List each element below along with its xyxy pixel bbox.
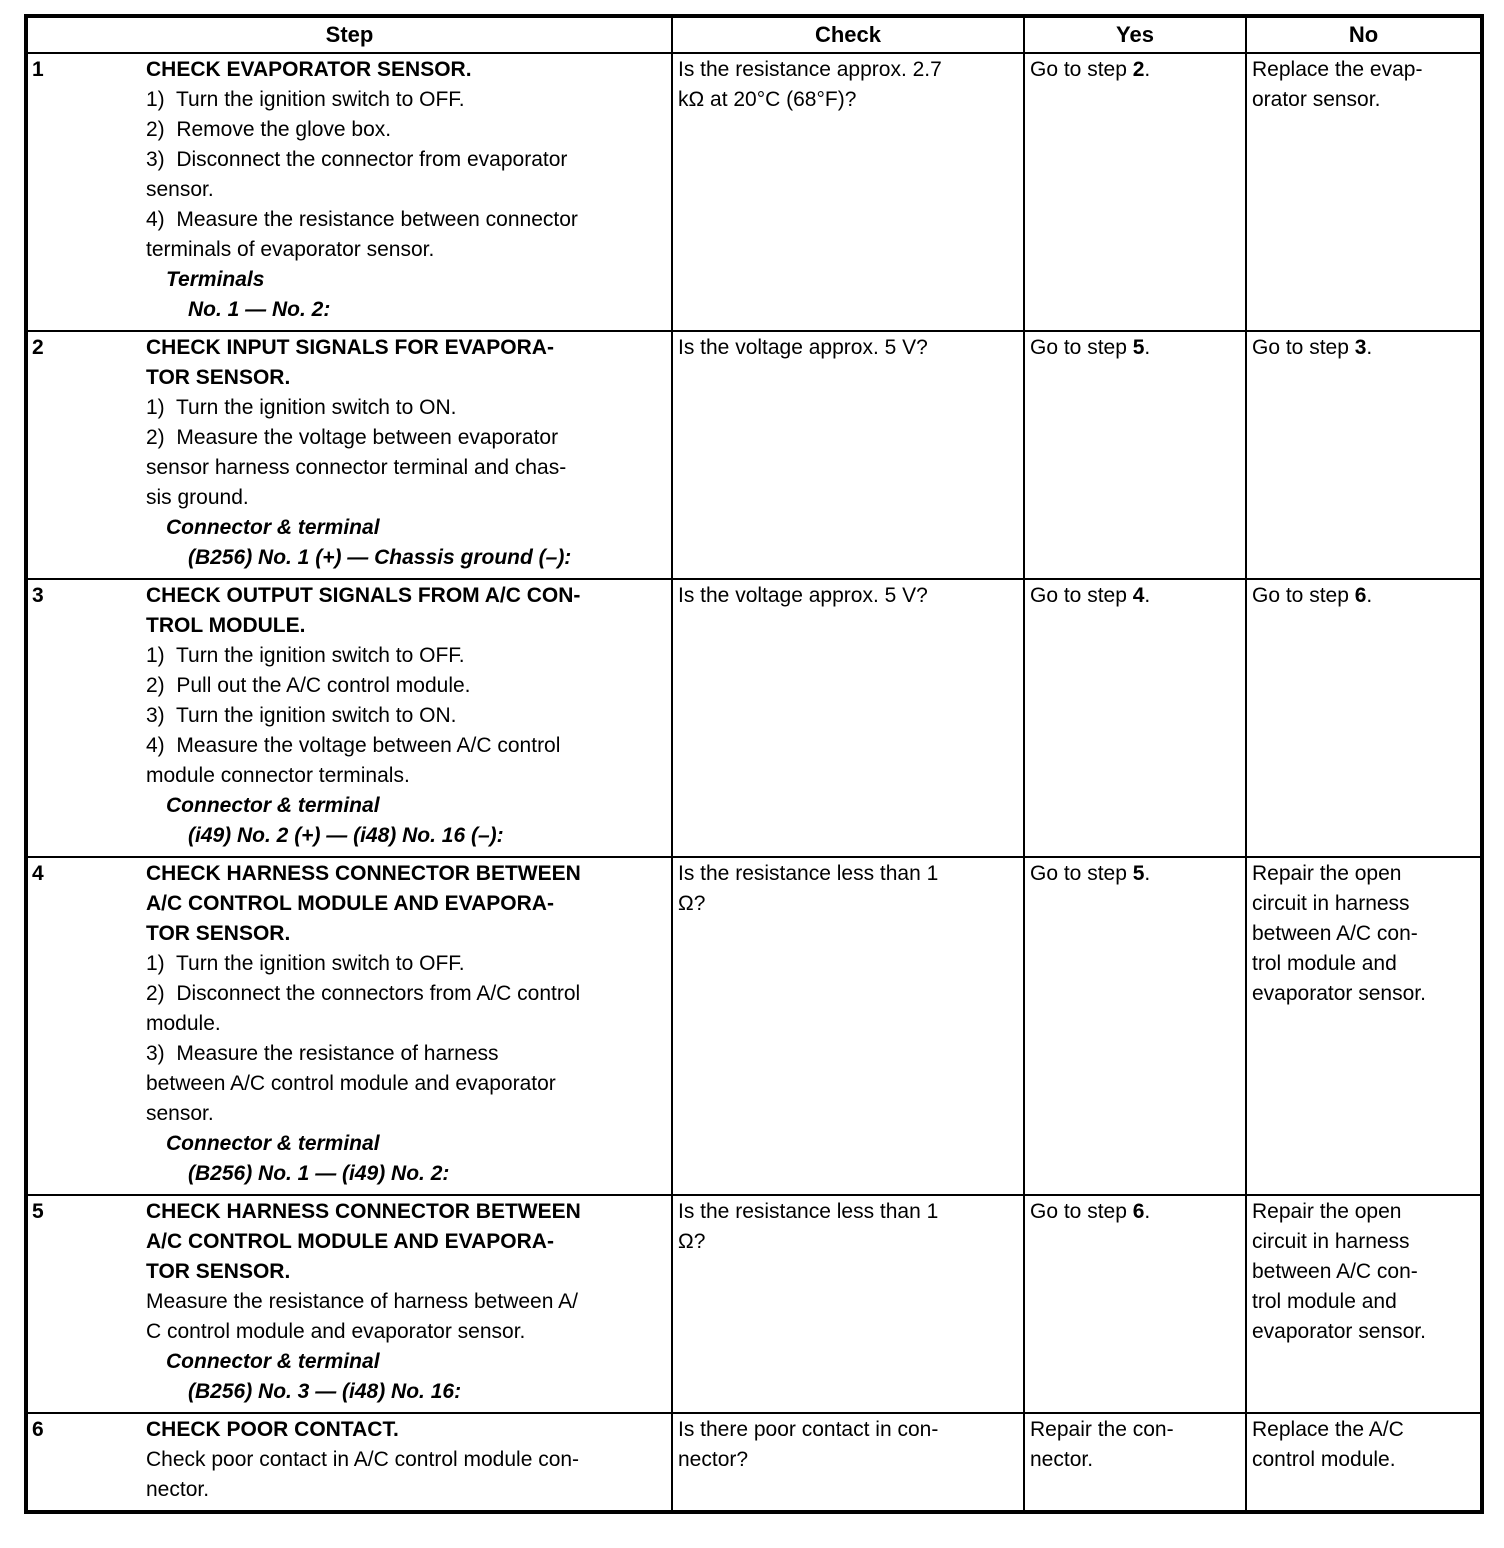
cell-line: Is the resistance less than 1 <box>678 1200 939 1223</box>
service-manual-page <box>24 14 1484 1514</box>
cell-line: trol module and <box>1252 952 1397 975</box>
step-line: nector. <box>146 1478 210 1501</box>
step-content <box>146 858 671 1194</box>
step-line: 3) Disconnect the connector from evaporator <box>146 148 568 171</box>
cell-line <box>1030 581 1240 611</box>
no-cell <box>1246 1195 1482 1413</box>
cell-line: Is the voltage approx. 5 V? <box>678 336 928 359</box>
step-ref-bold: 3 <box>1354 336 1367 359</box>
terminal-spec-line: Connector & terminal <box>166 794 380 817</box>
table-row <box>26 1413 1482 1512</box>
step-number: 4 <box>32 862 44 885</box>
cell-line <box>1030 333 1240 363</box>
table-row <box>26 579 1482 857</box>
step-content <box>146 1414 671 1510</box>
step-line: 1) Turn the ignition switch to ON. <box>146 396 457 419</box>
text-segment: Go to step <box>1030 58 1133 81</box>
header-yes: Yes <box>1024 16 1246 53</box>
terminal-spec-line: Connector & terminal <box>166 1132 380 1155</box>
step-line: 1) Turn the ignition switch to OFF. <box>146 644 465 667</box>
cell-line: evaporator sensor. <box>1252 1320 1426 1343</box>
text-segment: . <box>1144 58 1151 81</box>
yes-cell <box>1024 53 1246 331</box>
step-wrap <box>28 1414 671 1510</box>
text-segment: . <box>1366 336 1373 359</box>
cell-line: between A/C con- <box>1252 1260 1418 1283</box>
step-title-line: TOR SENSOR. <box>146 366 291 389</box>
cell-line: Replace the A/C <box>1252 1418 1404 1441</box>
step-content <box>146 1196 671 1412</box>
step-title-line: TOR SENSOR. <box>146 1260 291 1283</box>
table-row <box>26 1195 1482 1413</box>
text-segment: Go to step <box>1030 862 1133 885</box>
yes-cell <box>1024 579 1246 857</box>
cell-line: Is the voltage approx. 5 V? <box>678 584 928 607</box>
header-row <box>26 16 1482 53</box>
cell-line: Repair the open <box>1252 862 1402 885</box>
check-cell <box>672 1413 1024 1512</box>
terminal-spec-line: Terminals <box>166 268 265 291</box>
step-wrap <box>28 1196 671 1412</box>
cell-line: Replace the evap- <box>1252 58 1423 81</box>
cell-line: control module. <box>1252 1448 1396 1471</box>
text-segment: . <box>1366 584 1373 607</box>
cell-line: nector. <box>1030 1448 1094 1471</box>
check-cell <box>672 53 1024 331</box>
step-line: 1) Turn the ignition switch to OFF. <box>146 952 465 975</box>
cell-line: between A/C con- <box>1252 922 1418 945</box>
cell-line: Is there poor contact in con- <box>678 1418 939 1441</box>
cell-line: Repair the open <box>1252 1200 1402 1223</box>
step-title-line: CHECK INPUT SIGNALS FOR EVAPORA- <box>146 336 554 359</box>
no-cell <box>1246 579 1482 857</box>
text-segment: . <box>1144 336 1151 359</box>
step-number: 2 <box>32 336 44 359</box>
step-ref-bold: 5 <box>1132 336 1145 359</box>
cell-line: Is the resistance less than 1 <box>678 862 939 885</box>
step-line: sensor. <box>146 1102 214 1125</box>
text-segment: Go to step <box>1252 336 1355 359</box>
step-cell <box>26 1195 672 1413</box>
step-cell <box>26 579 672 857</box>
cell-line: Ω? <box>678 1230 706 1253</box>
cell-line <box>1030 1197 1240 1227</box>
cell-line <box>1030 55 1240 85</box>
terminal-spec-line: Connector & terminal <box>166 516 380 539</box>
cell-line <box>1252 333 1475 363</box>
yes-cell <box>1024 1413 1246 1512</box>
step-ref-bold: 5 <box>1132 862 1145 885</box>
terminal-spec-line: Connector & terminal <box>166 1350 380 1373</box>
step-line: module. <box>146 1012 221 1035</box>
step-cell <box>26 53 672 331</box>
step-title-line: CHECK EVAPORATOR SENSOR. <box>146 58 472 81</box>
cell-line: Is the resistance approx. 2.7 <box>678 58 942 81</box>
step-number: 6 <box>32 1418 44 1441</box>
step-line: 2) Remove the glove box. <box>146 118 392 141</box>
cell-line: nector? <box>678 1448 749 1471</box>
step-title-line: CHECK HARNESS CONNECTOR BETWEEN <box>146 862 581 885</box>
cell-line: trol module and <box>1252 1290 1397 1313</box>
step-ref-bold: 4 <box>1132 584 1145 607</box>
step-wrap <box>28 580 671 856</box>
cell-line <box>1030 859 1240 889</box>
check-cell <box>672 1195 1024 1413</box>
no-cell <box>1246 331 1482 579</box>
table-row <box>26 53 1482 331</box>
step-number: 1 <box>32 58 44 81</box>
step-line: 1) Turn the ignition switch to OFF. <box>146 88 465 111</box>
step-title-line: A/C CONTROL MODULE AND EVAPORA- <box>146 892 554 915</box>
yes-cell <box>1024 331 1246 579</box>
step-ref-bold: 6 <box>1132 1200 1145 1223</box>
no-cell <box>1246 53 1482 331</box>
diagnostic-table <box>24 14 1484 1514</box>
step-line: 2) Measure the voltage between evaporator <box>146 426 559 449</box>
terminal-spec-line: (B256) No. 3 — (i48) No. 16: <box>188 1380 462 1403</box>
yes-cell <box>1024 1195 1246 1413</box>
no-cell <box>1246 1413 1482 1512</box>
cell-line: circuit in harness <box>1252 1230 1410 1253</box>
check-cell <box>672 579 1024 857</box>
step-cell <box>26 1413 672 1512</box>
step-content <box>146 580 671 856</box>
step-line: 2) Disconnect the connectors from A/C control <box>146 982 581 1005</box>
step-title-line: CHECK OUTPUT SIGNALS FROM A/C CON- <box>146 584 581 607</box>
step-content <box>146 54 671 330</box>
step-ref-bold: 6 <box>1354 584 1367 607</box>
step-title-line: TOR SENSOR. <box>146 922 291 945</box>
text-segment: Go to step <box>1030 584 1133 607</box>
table-row <box>26 857 1482 1195</box>
step-line: 4) Measure the voltage between A/C control <box>146 734 561 757</box>
step-line: sensor harness connector terminal and chas- <box>146 456 567 479</box>
header-no: No <box>1246 16 1482 53</box>
step-line: 4) Measure the resistance between connector <box>146 208 578 231</box>
step-wrap <box>28 858 671 1194</box>
cell-line: orator sensor. <box>1252 88 1381 111</box>
text-segment: . <box>1144 862 1151 885</box>
no-cell <box>1246 857 1482 1195</box>
step-line: 3) Measure the resistance of harness <box>146 1042 499 1065</box>
step-wrap <box>28 54 671 330</box>
step-title-line: CHECK POOR CONTACT. <box>146 1418 399 1441</box>
cell-line <box>1252 581 1475 611</box>
step-wrap <box>28 332 671 578</box>
yes-cell <box>1024 857 1246 1195</box>
terminal-spec-line: No. 1 — No. 2: <box>188 298 331 321</box>
step-ref-bold: 2 <box>1132 58 1145 81</box>
step-title-line: A/C CONTROL MODULE AND EVAPORA- <box>146 1230 554 1253</box>
terminal-spec-line: (B256) No. 1 — (i49) No. 2: <box>188 1162 450 1185</box>
table-row <box>26 331 1482 579</box>
step-line: sis ground. <box>146 486 249 509</box>
text-segment: Go to step <box>1030 1200 1133 1223</box>
check-cell <box>672 857 1024 1195</box>
step-line: sensor. <box>146 178 214 201</box>
text-segment: . <box>1144 584 1151 607</box>
cell-line: Ω? <box>678 892 706 915</box>
step-line: module connector terminals. <box>146 764 410 787</box>
cell-line: circuit in harness <box>1252 892 1410 915</box>
step-line: 3) Turn the ignition switch to ON. <box>146 704 457 727</box>
table-body <box>26 53 1482 1512</box>
step-content <box>146 332 671 578</box>
cell-line: evaporator sensor. <box>1252 982 1426 1005</box>
step-number: 5 <box>32 1200 44 1223</box>
cell-line: Repair the con- <box>1030 1418 1174 1441</box>
text-segment: . <box>1144 1200 1151 1223</box>
step-line: between A/C control module and evaporator <box>146 1072 556 1095</box>
header-step: Step <box>26 16 672 53</box>
step-line: 2) Pull out the A/C control module. <box>146 674 471 697</box>
step-cell <box>26 331 672 579</box>
step-line: terminals of evaporator sensor. <box>146 238 435 261</box>
step-title-line: TROL MODULE. <box>146 614 306 637</box>
terminal-spec-line: (B256) No. 1 (+) — Chassis ground (–): <box>188 546 572 569</box>
text-segment: Go to step <box>1252 584 1355 607</box>
step-cell <box>26 857 672 1195</box>
check-cell <box>672 331 1024 579</box>
step-line: C control module and evaporator sensor. <box>146 1320 526 1343</box>
header-check: Check <box>672 16 1024 53</box>
step-number: 3 <box>32 584 44 607</box>
text-segment: Go to step <box>1030 336 1133 359</box>
cell-line: kΩ at 20°C (68°F)? <box>678 88 857 111</box>
terminal-spec-line: (i49) No. 2 (+) — (i48) No. 16 (–): <box>188 824 504 847</box>
step-line: Check poor contact in A/C control module con- <box>146 1448 580 1471</box>
step-title-line: CHECK HARNESS CONNECTOR BETWEEN <box>146 1200 581 1223</box>
step-line: Measure the resistance of harness between A/ <box>146 1290 578 1313</box>
